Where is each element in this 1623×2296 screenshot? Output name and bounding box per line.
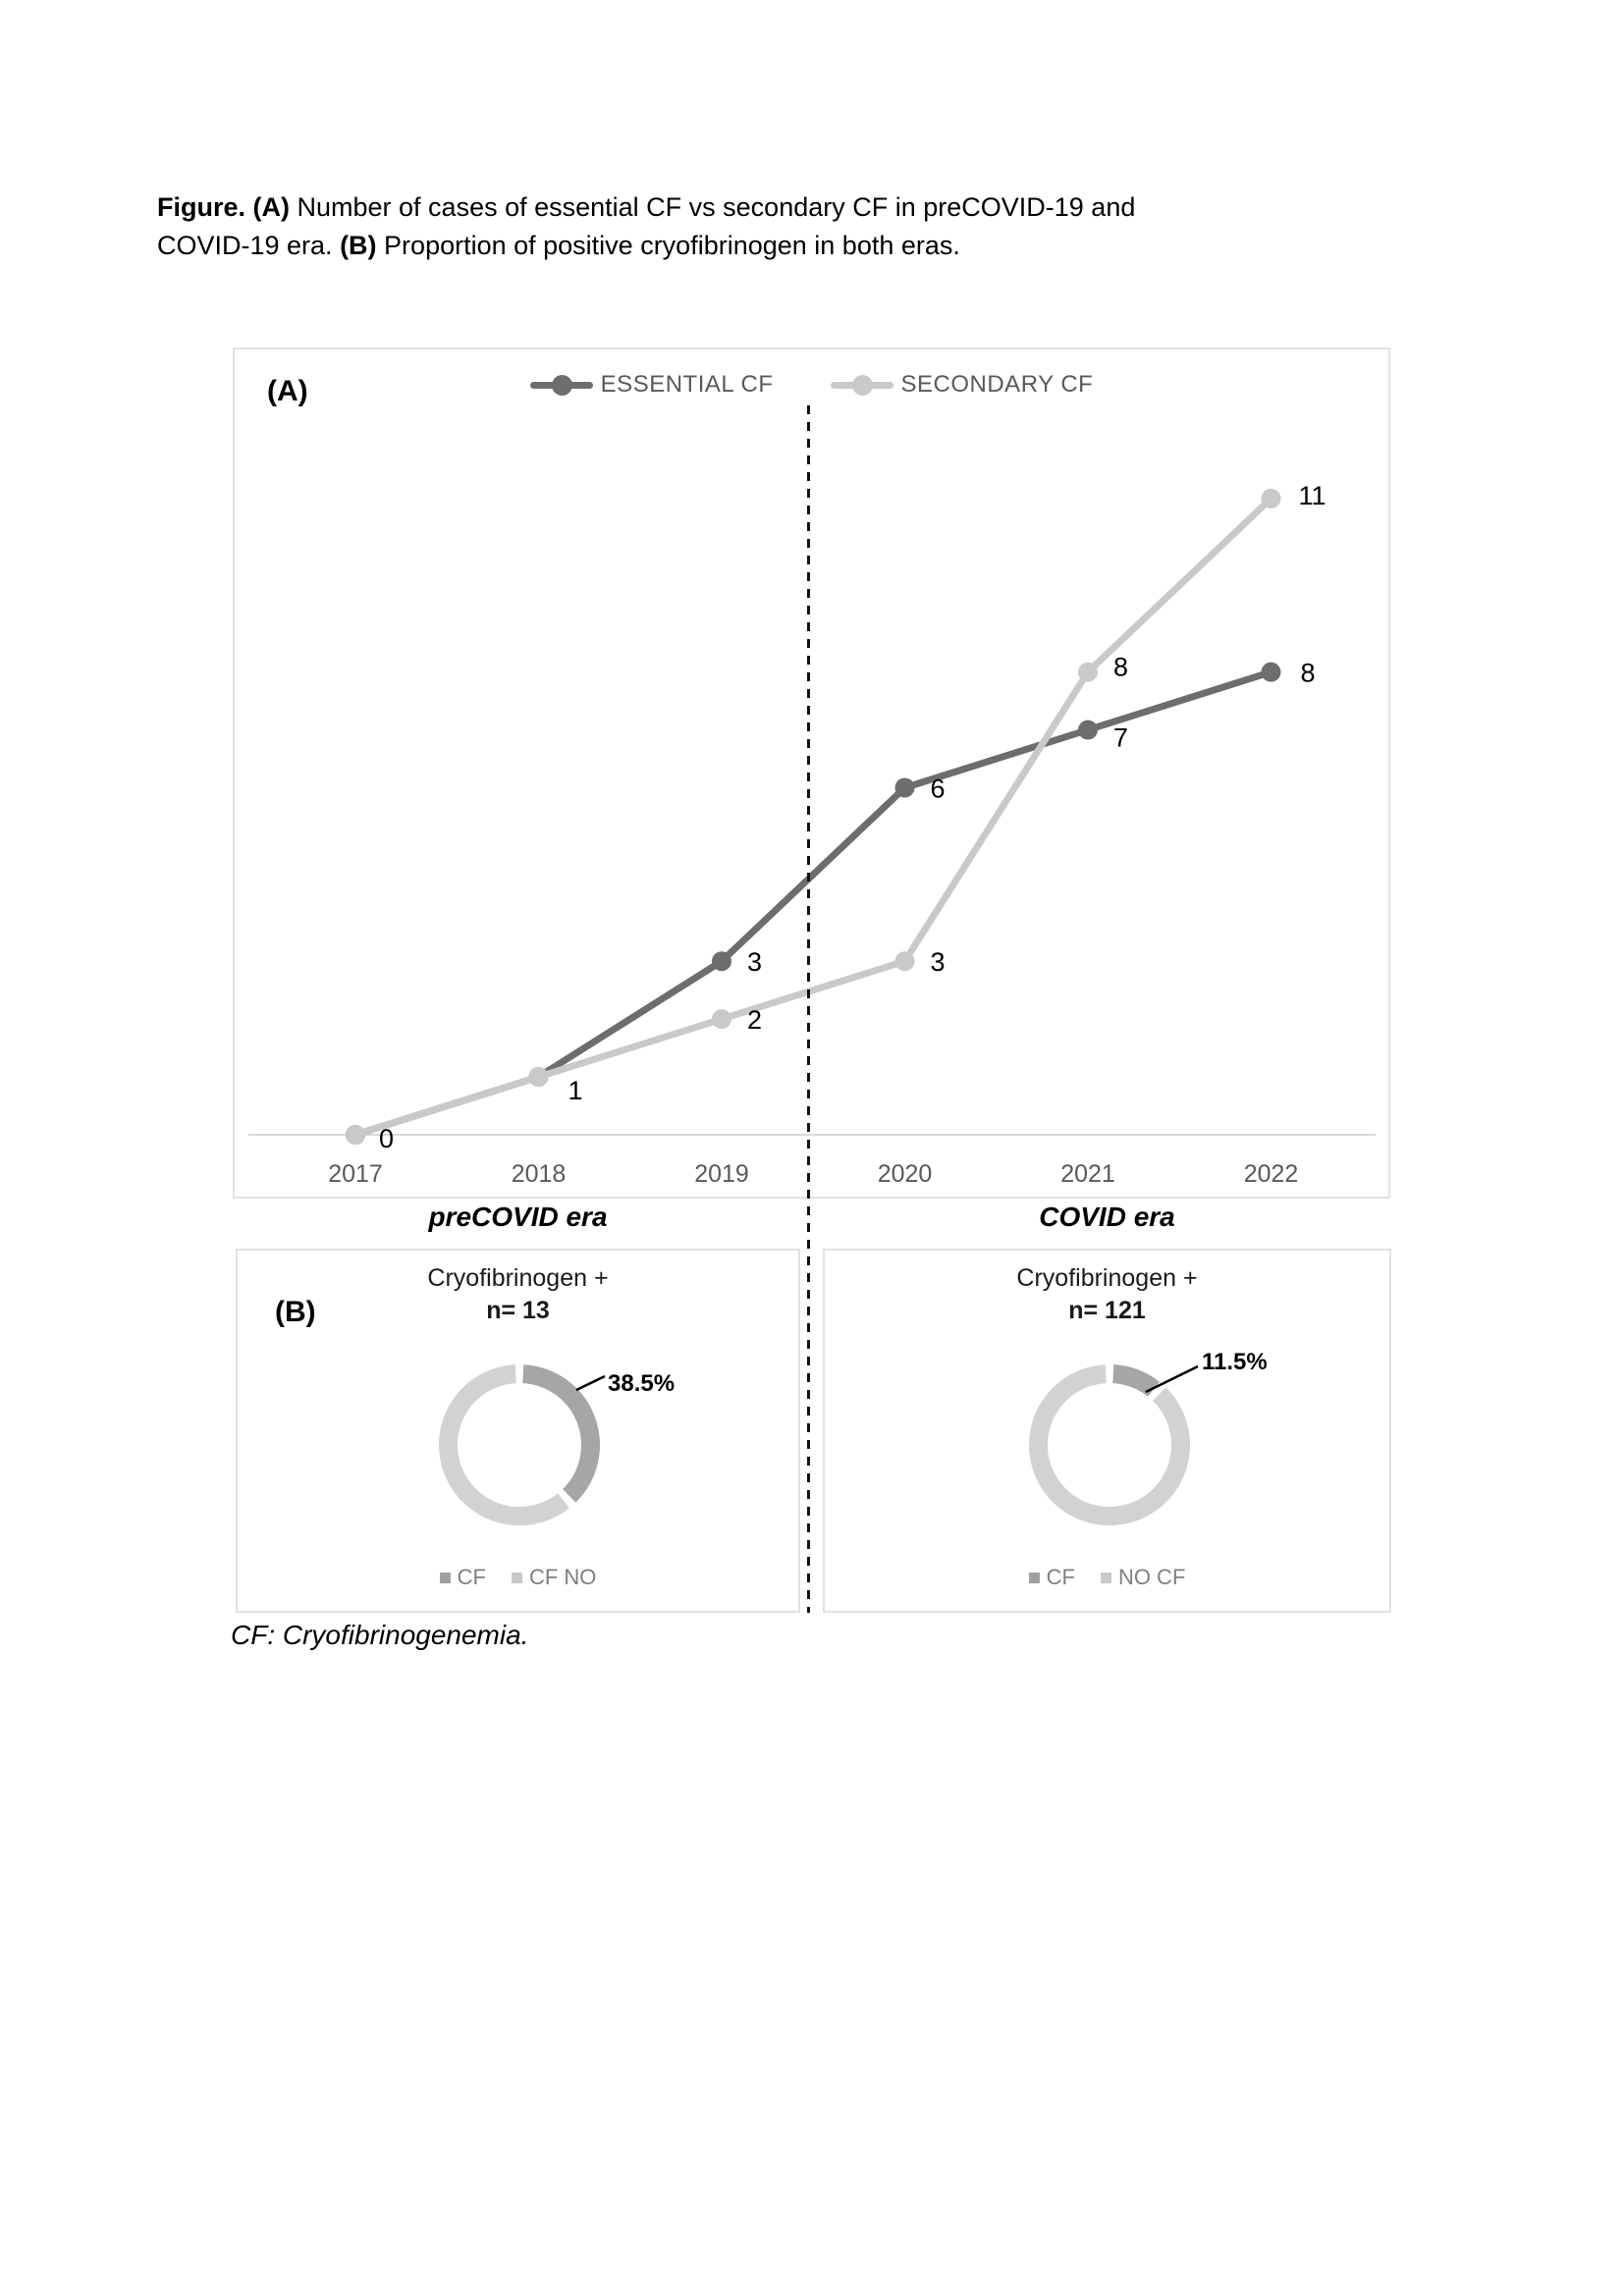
era-divider-dashed-line — [807, 405, 810, 1613]
svg-text:11: 11 — [1298, 480, 1326, 510]
svg-text:6: 6 — [930, 774, 946, 804]
svg-text:3: 3 — [930, 947, 946, 978]
cf-no-square-icon — [512, 1573, 522, 1583]
caption-line2-start: COVID-19 era. — [157, 231, 341, 260]
legend-label-cf: CF — [457, 1565, 486, 1589]
donut-n-count: n= 13 — [486, 1297, 550, 1324]
panel-b-label: (B) — [275, 1296, 316, 1328]
caption-line1: Number of cases of essential CF vs secondary CF in preCOVID-19 and — [290, 192, 1136, 222]
caption-figure-label: Figure. (A) — [157, 192, 290, 222]
svg-text:2017: 2017 — [328, 1160, 383, 1188]
svg-text:7: 7 — [1113, 722, 1129, 753]
svg-text:2: 2 — [747, 1005, 763, 1036]
legend-label-cf-no: CF NO — [528, 1565, 597, 1589]
donut-callout-covid: 11.5% — [1202, 1349, 1268, 1375]
legend-item-no-cf — [1101, 1565, 1185, 1590]
svg-text:2021: 2021 — [1060, 1160, 1115, 1188]
donut-callout-precovid: 38.5% — [608, 1370, 676, 1397]
svg-text:2020: 2020 — [877, 1160, 933, 1188]
svg-text:2019: 2019 — [694, 1160, 749, 1188]
svg-text:2022: 2022 — [1243, 1160, 1299, 1188]
figure-footnote: CF: Cryofibrinogenemia. — [231, 1620, 529, 1650]
cf-square-icon — [440, 1573, 451, 1583]
donut-title-text: Cryofibrinogen + — [427, 1264, 609, 1292]
svg-text:8: 8 — [1113, 652, 1129, 682]
donut-title-text: Cryofibrinogen + — [1016, 1264, 1198, 1292]
svg-text:1: 1 — [568, 1076, 583, 1106]
legend-item-cf-no — [512, 1565, 596, 1590]
legend-label-cf: CF — [1046, 1565, 1075, 1589]
legend-label-secondary-cf: SECONDARY CF — [900, 371, 1094, 398]
legend-item-cf — [440, 1565, 486, 1590]
no-cf-square-icon — [1101, 1573, 1111, 1583]
caption-b-label: (B) — [340, 231, 377, 260]
panel-b-right — [823, 1249, 1391, 1613]
legend-item-cf — [1029, 1565, 1075, 1590]
figure-caption — [157, 188, 1135, 265]
cf-square-icon — [1029, 1573, 1040, 1583]
panel-b-left — [236, 1249, 800, 1613]
donut-chart-precovid — [238, 1251, 798, 1611]
donut-n-count: n= 121 — [1068, 1297, 1146, 1324]
svg-text:3: 3 — [747, 947, 763, 978]
era-label-covid: COVID era — [1039, 1201, 1175, 1232]
svg-text:0: 0 — [379, 1124, 395, 1153]
line-chart — [235, 349, 1388, 1197]
donut-legend-covid — [825, 1565, 1389, 1590]
panel-a — [233, 347, 1390, 1199]
caption-line2: Proportion of positive cryofibrinogen in both eras. — [376, 231, 960, 260]
panel-a-label: (A) — [267, 375, 308, 407]
svg-text:2018: 2018 — [511, 1160, 567, 1188]
legend-label-no-cf: NO CF — [1117, 1565, 1186, 1589]
legend-label-essential-cf: ESSENTIAL CF — [600, 371, 774, 398]
donut-legend-precovid — [238, 1565, 798, 1590]
era-label-precovid: preCOVID era — [428, 1201, 608, 1232]
svg-text:8: 8 — [1300, 658, 1316, 688]
donut-chart-covid — [825, 1251, 1389, 1611]
